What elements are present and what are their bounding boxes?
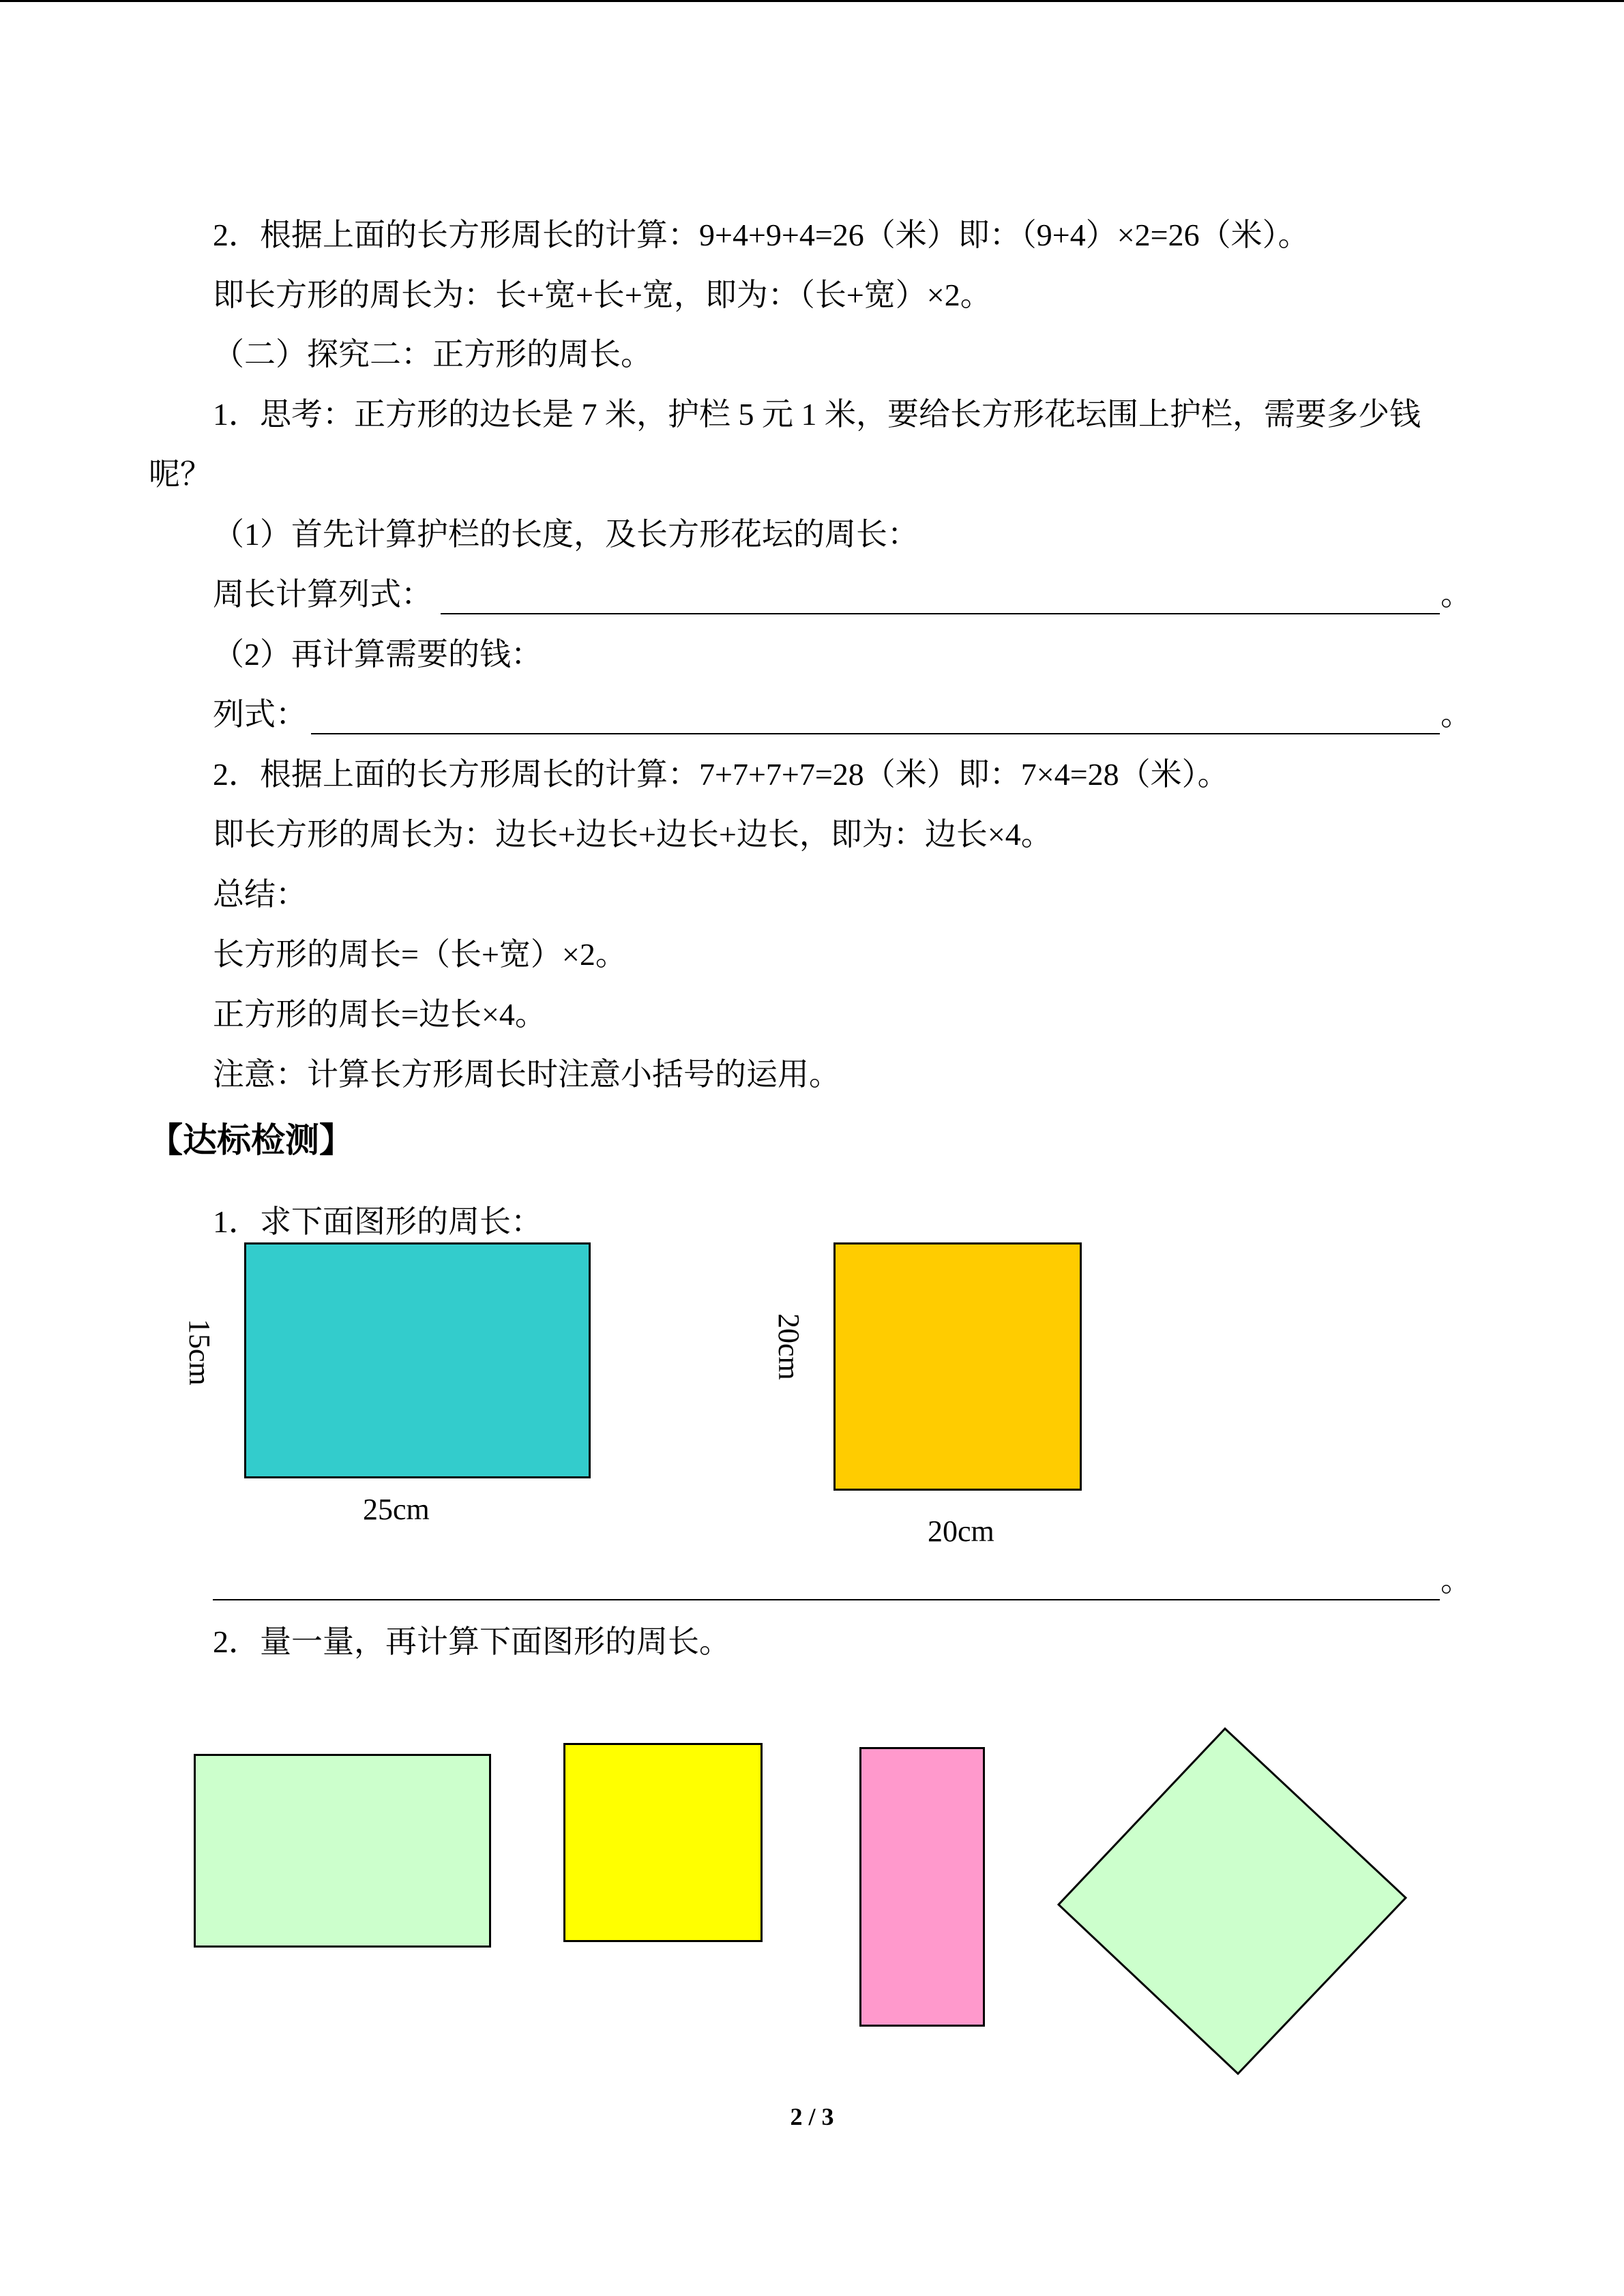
teal-rectangle (244, 1242, 591, 1478)
text-line-14: 注意：计算长方形周长时注意小括号的运用。 (213, 1057, 840, 1092)
question-2-text: 2．量一量，再计算下面图形的周长。 (213, 1624, 730, 1659)
section-heading: 【达标检测】 (149, 1120, 353, 1160)
text-line-11: 总结： (213, 877, 307, 912)
text-line-7: （2）再计算需要的钱： (213, 637, 542, 672)
question-1-text: 1．求下面图形的周长： (213, 1204, 542, 1239)
orange-square (833, 1242, 1082, 1491)
answer-blank-perimeter[interactable] (441, 613, 1440, 614)
pink-rectangle (859, 1747, 985, 2027)
answer-blank-q1[interactable] (213, 1599, 1440, 1600)
rect-width-label: 25cm (363, 1493, 430, 1526)
text-line-2: 即长方形的周长为：长+宽+长+宽，即为：（长+宽）×2。 (213, 278, 992, 312)
answer-blank-cost[interactable] (311, 733, 1440, 734)
line-6-period: 。 (1441, 577, 1472, 612)
text-line-3: （二）探究二：正方形的周长。 (213, 337, 652, 372)
green-diamond (1050, 1718, 1419, 2080)
text-line-10: 即长方形的周长为：边长+边长+边长+边长，即为：边长×4。 (213, 817, 1052, 852)
text-line-4b: 呢？ (149, 457, 211, 492)
square-height-label: 20cm (772, 1313, 806, 1380)
square-width-label: 20cm (928, 1515, 994, 1548)
q1-period: 。 (1441, 1563, 1472, 1598)
text-line-5: （1）首先计算护栏的长度，及长方形花坛的周长： (213, 517, 919, 552)
text-line-4a: 1．思考：正方形的边长是 7 米，护栏 5 元 1 米，要给长方形花坛围上护栏，需要多少钱 (213, 397, 1421, 432)
page-top-border (0, 0, 1624, 2)
page-number: 2 / 3 (790, 2103, 834, 2130)
rect-height-label: 15cm (183, 1319, 216, 1386)
light-green-rectangle (194, 1754, 491, 1948)
line-8-period: 。 (1441, 697, 1472, 732)
text-line-12: 长方形的周长=（长+宽）×2。 (213, 937, 627, 972)
text-line-8-label: 列式： (213, 697, 307, 732)
text-line-13: 正方形的周长=边长×4。 (213, 997, 546, 1032)
text-line-6-label: 周长计算列式： (213, 577, 432, 612)
yellow-square (563, 1743, 763, 1942)
text-line-1: 2．根据上面的长方形周长的计算：9+4+9+4=26（米）即：（9+4）×2=26（米）。 (213, 218, 1310, 252)
text-line-9: 2．根据上面的长方形周长的计算：7+7+7+7=28（米）即：7×4=28（米）。 (213, 757, 1229, 792)
